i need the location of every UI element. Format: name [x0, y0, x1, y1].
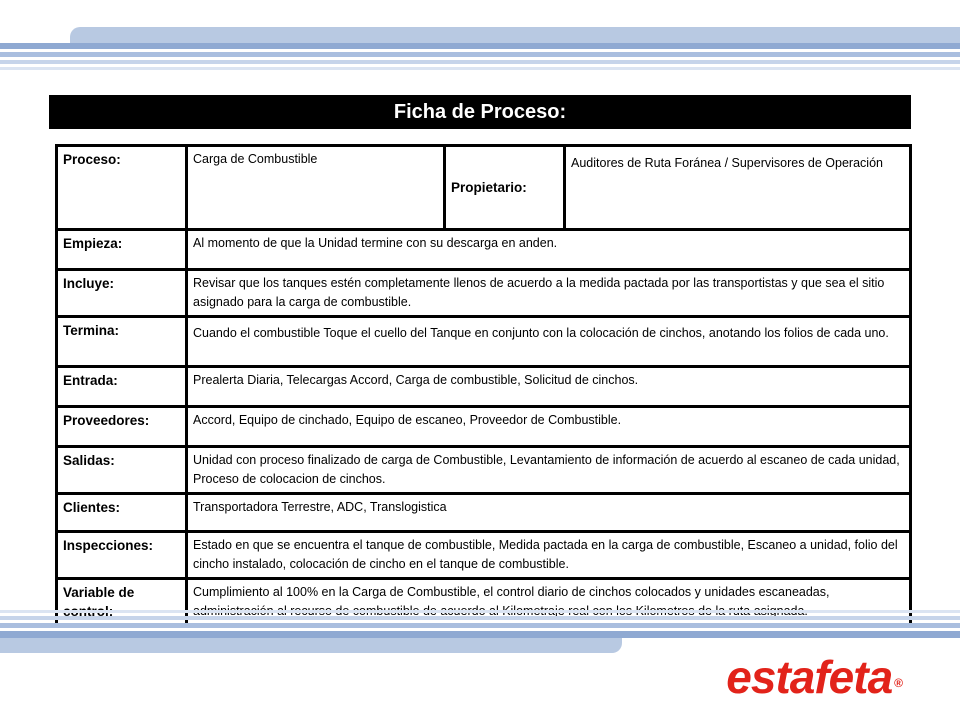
row-value-variable: Cumplimiento al 100% en la Carga de Combustible, el control diario de cinchos colocados y unidades escaneadas,: [187, 579, 911, 626]
row-label-inspecciones: Inspecciones:: [57, 532, 187, 579]
footer-stripe: [0, 616, 960, 620]
table-row: [57, 317, 911, 367]
header-stripe: [0, 67, 960, 70]
footer-stripe: [0, 610, 960, 613]
row-label-salidas: Salidas:: [57, 447, 187, 494]
table-row: [57, 146, 911, 230]
row-value-proceso: Carga de Combustible: [187, 146, 445, 230]
row-value-incluye: Revisar que los tanques estén completamente llenos de acuerdo a la medida pactada por las transportistas y que sea el sitio asignado para la carga de combustible.: [187, 270, 911, 317]
table-row: [57, 532, 911, 579]
footer-stripe: [0, 623, 960, 628]
row-label-proceso: Proceso:: [57, 146, 187, 230]
row-label-propietario: Propietario:: [445, 146, 565, 230]
table-row: [57, 494, 911, 532]
row-value-termina: Cuando el combustible Toque el cuello del Tanque en conjunto con la colocación de cinchos, anotando los folios de cada uno.: [187, 317, 911, 367]
table-row: [57, 230, 911, 270]
row-label-termina: Termina:: [57, 317, 187, 367]
header-stripe: [0, 43, 960, 49]
row-value-proveedores: Accord, Equipo de cinchado, Equipo de escaneo, Proveedor de Combustible.: [187, 407, 911, 447]
table-row: [57, 270, 911, 317]
row-label-variable-line1: Variable de: [63, 585, 135, 600]
footer-stripe: [0, 631, 960, 638]
row-value-propietario: Auditores de Ruta Foránea / Supervisores de Operación: [565, 146, 911, 230]
table-row: [57, 367, 911, 407]
header-tab-decoration: [70, 27, 960, 43]
process-table: [55, 144, 912, 627]
row-label-entrada: Entrada:: [57, 367, 187, 407]
table-row: [57, 447, 911, 494]
registered-mark: ®: [894, 676, 902, 690]
row-label-clientes: Clientes:: [57, 494, 187, 532]
row-label-proveedores: Proveedores:: [57, 407, 187, 447]
row-label-incluye: Incluye:: [57, 270, 187, 317]
header-stripe: [0, 52, 960, 57]
row-value-entrada: Prealerta Diaria, Telecargas Accord, Carga de combustible, Solicitud de cinchos.: [187, 367, 911, 407]
row-value-inspecciones: Estado en que se encuentra el tanque de combustible, Medida pactada en la carga de combustible, Escaneo a unidad, folio del cincho instalado, colocación de cincho en el tanque de combustible.: [187, 532, 911, 579]
row-value-empieza: Al momento de que la Unidad termine con su descarga en anden.: [187, 230, 911, 270]
row-label-empieza: Empieza:: [57, 230, 187, 270]
logo-text: estafeta: [726, 651, 893, 703]
table-row: [57, 407, 911, 447]
footer-tab-decoration: [0, 638, 622, 653]
slide-title: Ficha de Proceso:: [49, 95, 911, 129]
header-stripe: [0, 60, 960, 64]
row-value-clientes: Transportadora Terrestre, ADC, Translogistica: [187, 494, 911, 532]
estafeta-logo: [726, 651, 902, 703]
row-value-salidas: Unidad con proceso finalizado de carga de Combustible, Levantamiento de información de acuerdo al escaneo de cada unidad, Proceso de colocacion de cinchos.: [187, 447, 911, 494]
